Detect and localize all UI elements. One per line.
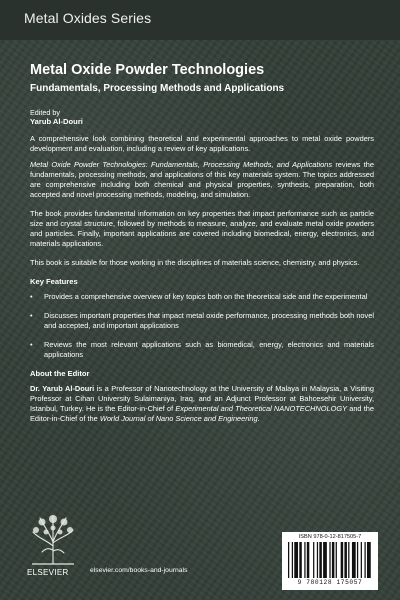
cover-content	[30, 62, 374, 424]
key-features-list	[30, 292, 374, 360]
description-paragraph-3: The book provides fundamental information on key properties that impact performance such as particle size and crystal structure, followed by methods to measure, analyze, and evaluate metal oxide powders and particles. Finally, important applications are covered including biomedical, energy, electronics, and materials applications.	[30, 209, 374, 249]
bullet-icon: •	[30, 310, 33, 320]
book-title-italic: Metal Oxide Powder Technologies: Fundamentals, Processing Methods, and Applications	[30, 160, 333, 169]
about-text-2: and the Editor-in-Chief of the	[30, 404, 375, 424]
about-text-3: .	[257, 414, 260, 424]
publisher-name: ELSEVIER	[27, 568, 69, 577]
journal-title-1: Experimental and Theoretical NANOTECHNOLOGY	[175, 404, 348, 413]
feature-text: Reviews the most relevant applications such as biomedical, energy, electronics and materials applications	[44, 339, 374, 359]
description-paragraph-2	[30, 160, 374, 200]
isbn-barcode-box	[282, 532, 378, 590]
bullet-icon: •	[30, 291, 33, 301]
bullet-icon: •	[30, 339, 33, 349]
book-subtitle: Fundamentals, Processing Methods and Applications	[30, 83, 285, 95]
description-paragraph-4: This book is suitable for those working in the disciplines of materials science, chemistry, and physics.	[30, 257, 360, 267]
publisher-url: elsevier.com/books-and-journals	[90, 567, 188, 574]
description-paragraph-1: A comprehensive look combining theoretical and experimental approaches to metal oxide powders development and evaluation, including a review of key applications.	[30, 133, 374, 153]
description-paragraph-2-text: reviews the fundamentals, processing methods, and applications of this key materials system. The topics addressed are comprehensive including both chemical and physical properties, synthesis, preparation, both accepted and novel processing methods, modeling, and simulation.	[30, 160, 374, 200]
about-editor-heading: About the Editor	[30, 368, 90, 378]
feature-text: Discusses important properties that impact metal oxide performance, processing methods both novel and accepted, and important applications	[44, 310, 374, 330]
book-title: Metal Oxide Powder Technologies	[30, 62, 265, 78]
series-title: Metal Oxides Series	[24, 10, 152, 26]
barcode-icon	[288, 542, 372, 578]
about-editor-paragraph	[30, 384, 374, 424]
list-item	[30, 311, 374, 331]
barcode-number: 9 780128 175057	[297, 579, 363, 586]
editor-name: Yarub Al-Douri	[30, 117, 83, 127]
series-banner	[0, 0, 400, 40]
editor-full-name: Dr. Yarub Al-Douri	[30, 383, 95, 393]
list-item	[30, 292, 374, 302]
elsevier-tree-logo	[28, 512, 78, 566]
isbn-label: ISBN 978-0-12-817505-7	[298, 534, 362, 540]
journal-title-2: World Journal of Nano Science and Engineering	[99, 414, 258, 424]
list-item	[30, 340, 374, 360]
feature-text: Provides a comprehensive overview of key topics both on the theoretical side and the experimental	[44, 291, 368, 301]
key-features-heading: Key Features	[30, 276, 78, 286]
edited-by-label: Edited by	[30, 108, 60, 118]
about-text-1: is a Professor of Nanotechnology at the University of Malaya in Malaysia, a Visiting Professor at Cihan University Sulaimaniya, Iraq, and an Adjunct Professor at Bahcesehir University, Istanbul, Turkey. He is the Editor-in-Chief of	[30, 383, 374, 413]
